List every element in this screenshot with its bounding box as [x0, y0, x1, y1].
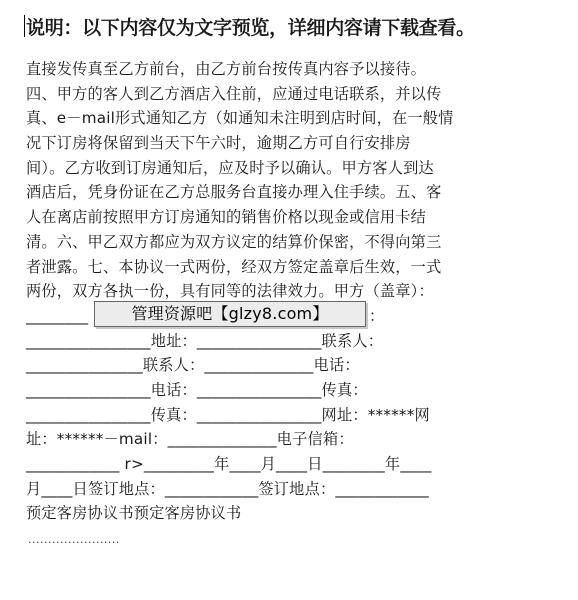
text-cursor: [24, 15, 25, 37]
body-line: 两份，双方各执一份，具有同等的法律效力。甲方（盖章）：: [26, 282, 434, 301]
form-line: 月____日签订地点：____________签订地点：____________: [26, 479, 429, 498]
body-line: 直接发传真至乙方前台，由乙方前台按传真内容予以接待。: [26, 60, 427, 78]
form-line: ________________电话：________________传真：: [26, 380, 368, 399]
watermark-line-prefix: ________: [26, 306, 89, 325]
body-line: 真、e－mail形式通知乙方（如通知未注明到店时间，在一般情: [26, 109, 454, 128]
watermark-line: [26, 304, 556, 329]
body-line: 四、甲方的客人到乙方酒店入住前，应通过电话联系，并以传: [26, 84, 442, 103]
body-line: 酒店后，凭身份证在乙方总服务台直接办理入住手续。五、客: [26, 183, 442, 202]
body-line: 况下订房将保留到当天下午六时，逾期乙方可自行安排房: [26, 134, 411, 153]
form-line: ____________ r>_________年____月____日________年____: [26, 455, 432, 473]
body-line: 人在离店前按照甲方订房通知的销售价格以现金或信用卡结: [26, 208, 427, 227]
form-line: _______________联系人：______________电话：: [26, 356, 360, 375]
site-watermark: 管理资源吧【glzy8.com】: [94, 301, 366, 327]
body-line: 间）。乙方收到订房通知后，应及时予以确认。甲方客人到达: [26, 158, 434, 177]
body-line: 者泄露。七、本协议一式两份，经双方签定盖章后生效，一式: [26, 257, 442, 276]
preview-notice: [24, 14, 572, 42]
watermark-line-suffix: ：: [369, 306, 385, 325]
footer-dots: ·······················: [28, 536, 120, 549]
body-line: 清。六、甲乙双方都应为双方议定的结算价保密，不得向第三: [26, 232, 442, 251]
document-body: [26, 57, 556, 526]
form-line: ________________传真：________________网址：******网: [26, 405, 430, 424]
form-line: ________________地址：________________联系人：: [26, 331, 384, 350]
document-title-repeat: 预定客房协议书预定客房协议书: [26, 504, 242, 523]
form-line: 址：******－mail：______________电子信箱：: [26, 430, 354, 449]
preview-notice-text: 说明：以下内容仅为文字预览，详细内容请下载查看。: [26, 17, 475, 39]
